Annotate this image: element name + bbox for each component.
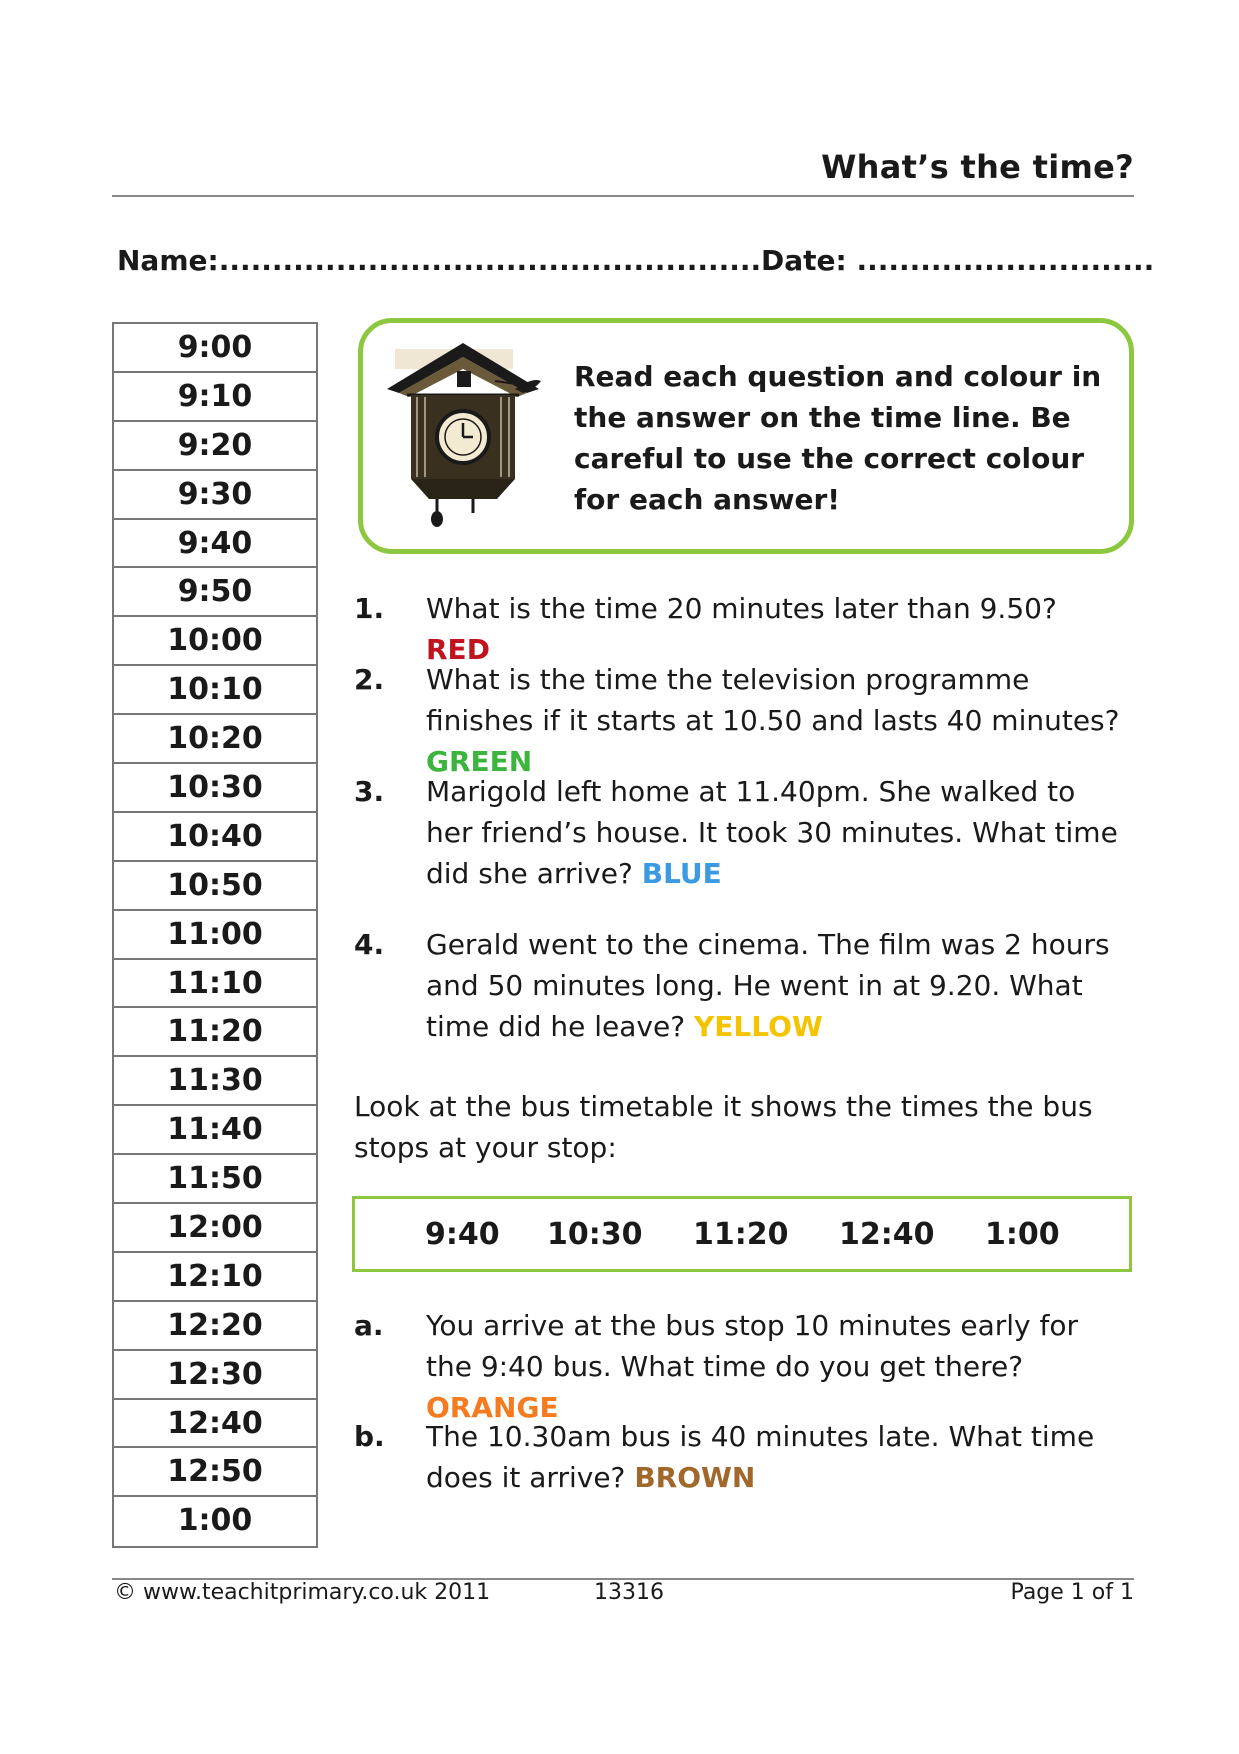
time-line-cell[interactable]: 12:50 bbox=[114, 1448, 316, 1497]
date-field[interactable]: Date: ............................ bbox=[761, 244, 1155, 277]
question-number: a. bbox=[354, 1309, 384, 1342]
colour-keyword-brown: BROWN bbox=[634, 1461, 756, 1494]
time-line-cell[interactable]: 12:00 bbox=[114, 1204, 316, 1253]
time-line-cell[interactable]: 9:30 bbox=[114, 471, 316, 520]
bus-intro-text: Look at the bus timetable it shows the times the bus stops at your stop: bbox=[354, 1090, 1093, 1164]
question-text: Marigold left home at 11.40pm. She walked to her friend’s house. It took 30 minutes. What time did she arrive? bbox=[426, 775, 1118, 890]
time-line-cell[interactable]: 12:40 bbox=[114, 1400, 316, 1449]
footer-page-number: Page 1 of 1 bbox=[1010, 1580, 1134, 1605]
time-line-cell[interactable]: 12:30 bbox=[114, 1351, 316, 1400]
time-line-cell[interactable]: 11:20 bbox=[114, 1008, 316, 1057]
question-text: You arrive at the bus stop 10 minutes early for the 9:40 bus. What time do you get there? bbox=[426, 1309, 1079, 1383]
question-number: 1. bbox=[354, 592, 385, 625]
question-number: 2. bbox=[354, 663, 385, 696]
time-line-cell[interactable]: 9:50 bbox=[114, 568, 316, 617]
time-line-cell[interactable]: 9:00 bbox=[114, 324, 316, 373]
bus-time: 11:20 bbox=[693, 1217, 789, 1252]
instruction-text: Read each question and colour in the answer on the time line. Be careful to use the correct colour for each answer! bbox=[574, 360, 1102, 516]
time-line-cell[interactable]: 9:20 bbox=[114, 422, 316, 471]
question-number: b. bbox=[354, 1420, 385, 1453]
time-line-cell[interactable]: 1:00 bbox=[177, 1503, 253, 1539]
question-number: 3. bbox=[354, 775, 385, 808]
question-text: What is the time the television programme finishes if it starts at 10.50 and lasts 40 minutes? bbox=[426, 663, 1120, 737]
time-line-cell[interactable]: 10:40 bbox=[114, 813, 316, 862]
question-text: The 10.30am bus is 40 minutes late. What time does it arrive? bbox=[426, 1420, 1095, 1494]
question-text: What is the time 20 minutes later than 9.50? bbox=[426, 592, 1057, 625]
time-line-cell[interactable]: 12:20 bbox=[114, 1302, 316, 1351]
time-line-cell[interactable]: 10:50 bbox=[114, 862, 316, 911]
time-line-cell[interactable]: 10:30 bbox=[114, 764, 316, 813]
time-line-cell[interactable]: 12:10 bbox=[114, 1253, 316, 1302]
footer-code: 13316 bbox=[594, 1580, 664, 1605]
bus-time: 10:30 bbox=[547, 1217, 643, 1252]
time-line bbox=[112, 322, 318, 1548]
question-number: 4. bbox=[354, 928, 385, 961]
time-line-cell[interactable]: 11:00 bbox=[114, 911, 316, 960]
footer-copyright: © www.teachitprimary.co.uk 2011 bbox=[114, 1580, 491, 1605]
time-line-cell[interactable]: 9:10 bbox=[114, 373, 316, 422]
bus-time: 1:00 bbox=[985, 1217, 1060, 1252]
time-line-cell[interactable]: 10:20 bbox=[114, 715, 316, 764]
colour-keyword-yellow: YELLOW bbox=[694, 1010, 823, 1043]
time-line-cell[interactable]: 11:50 bbox=[114, 1155, 316, 1204]
time-line-cell[interactable]: 11:40 bbox=[114, 1106, 316, 1155]
colour-keyword-blue: BLUE bbox=[641, 857, 722, 890]
instruction-box bbox=[358, 318, 1134, 554]
time-line-cell[interactable]: 11:10 bbox=[114, 960, 316, 1009]
time-line-cell[interactable]: 11:30 bbox=[114, 1057, 316, 1106]
colour-keyword-green: GREEN bbox=[426, 745, 533, 778]
header-rule bbox=[112, 195, 1134, 197]
cuckoo-clock-icon bbox=[377, 337, 549, 527]
bus-time: 9:40 bbox=[425, 1217, 500, 1252]
colour-keyword-red: RED bbox=[426, 633, 490, 666]
time-line-cell[interactable]: 10:10 bbox=[114, 666, 316, 715]
question-text: Gerald went to the cinema. The film was 2 hours and 50 minutes long. He went in at 9.20. What time did he leave? bbox=[426, 928, 1110, 1043]
bus-time: 12:40 bbox=[839, 1217, 935, 1252]
bus-timetable bbox=[352, 1196, 1132, 1272]
name-field[interactable]: Name:.................................................... bbox=[117, 244, 772, 277]
page-title: What’s the time? bbox=[821, 148, 1134, 186]
time-line-cell[interactable]: 9:40 bbox=[114, 520, 316, 569]
name-date-line bbox=[117, 244, 1155, 277]
colour-keyword-orange: ORANGE bbox=[426, 1391, 559, 1424]
time-line-cell[interactable]: 10:00 bbox=[114, 617, 316, 666]
